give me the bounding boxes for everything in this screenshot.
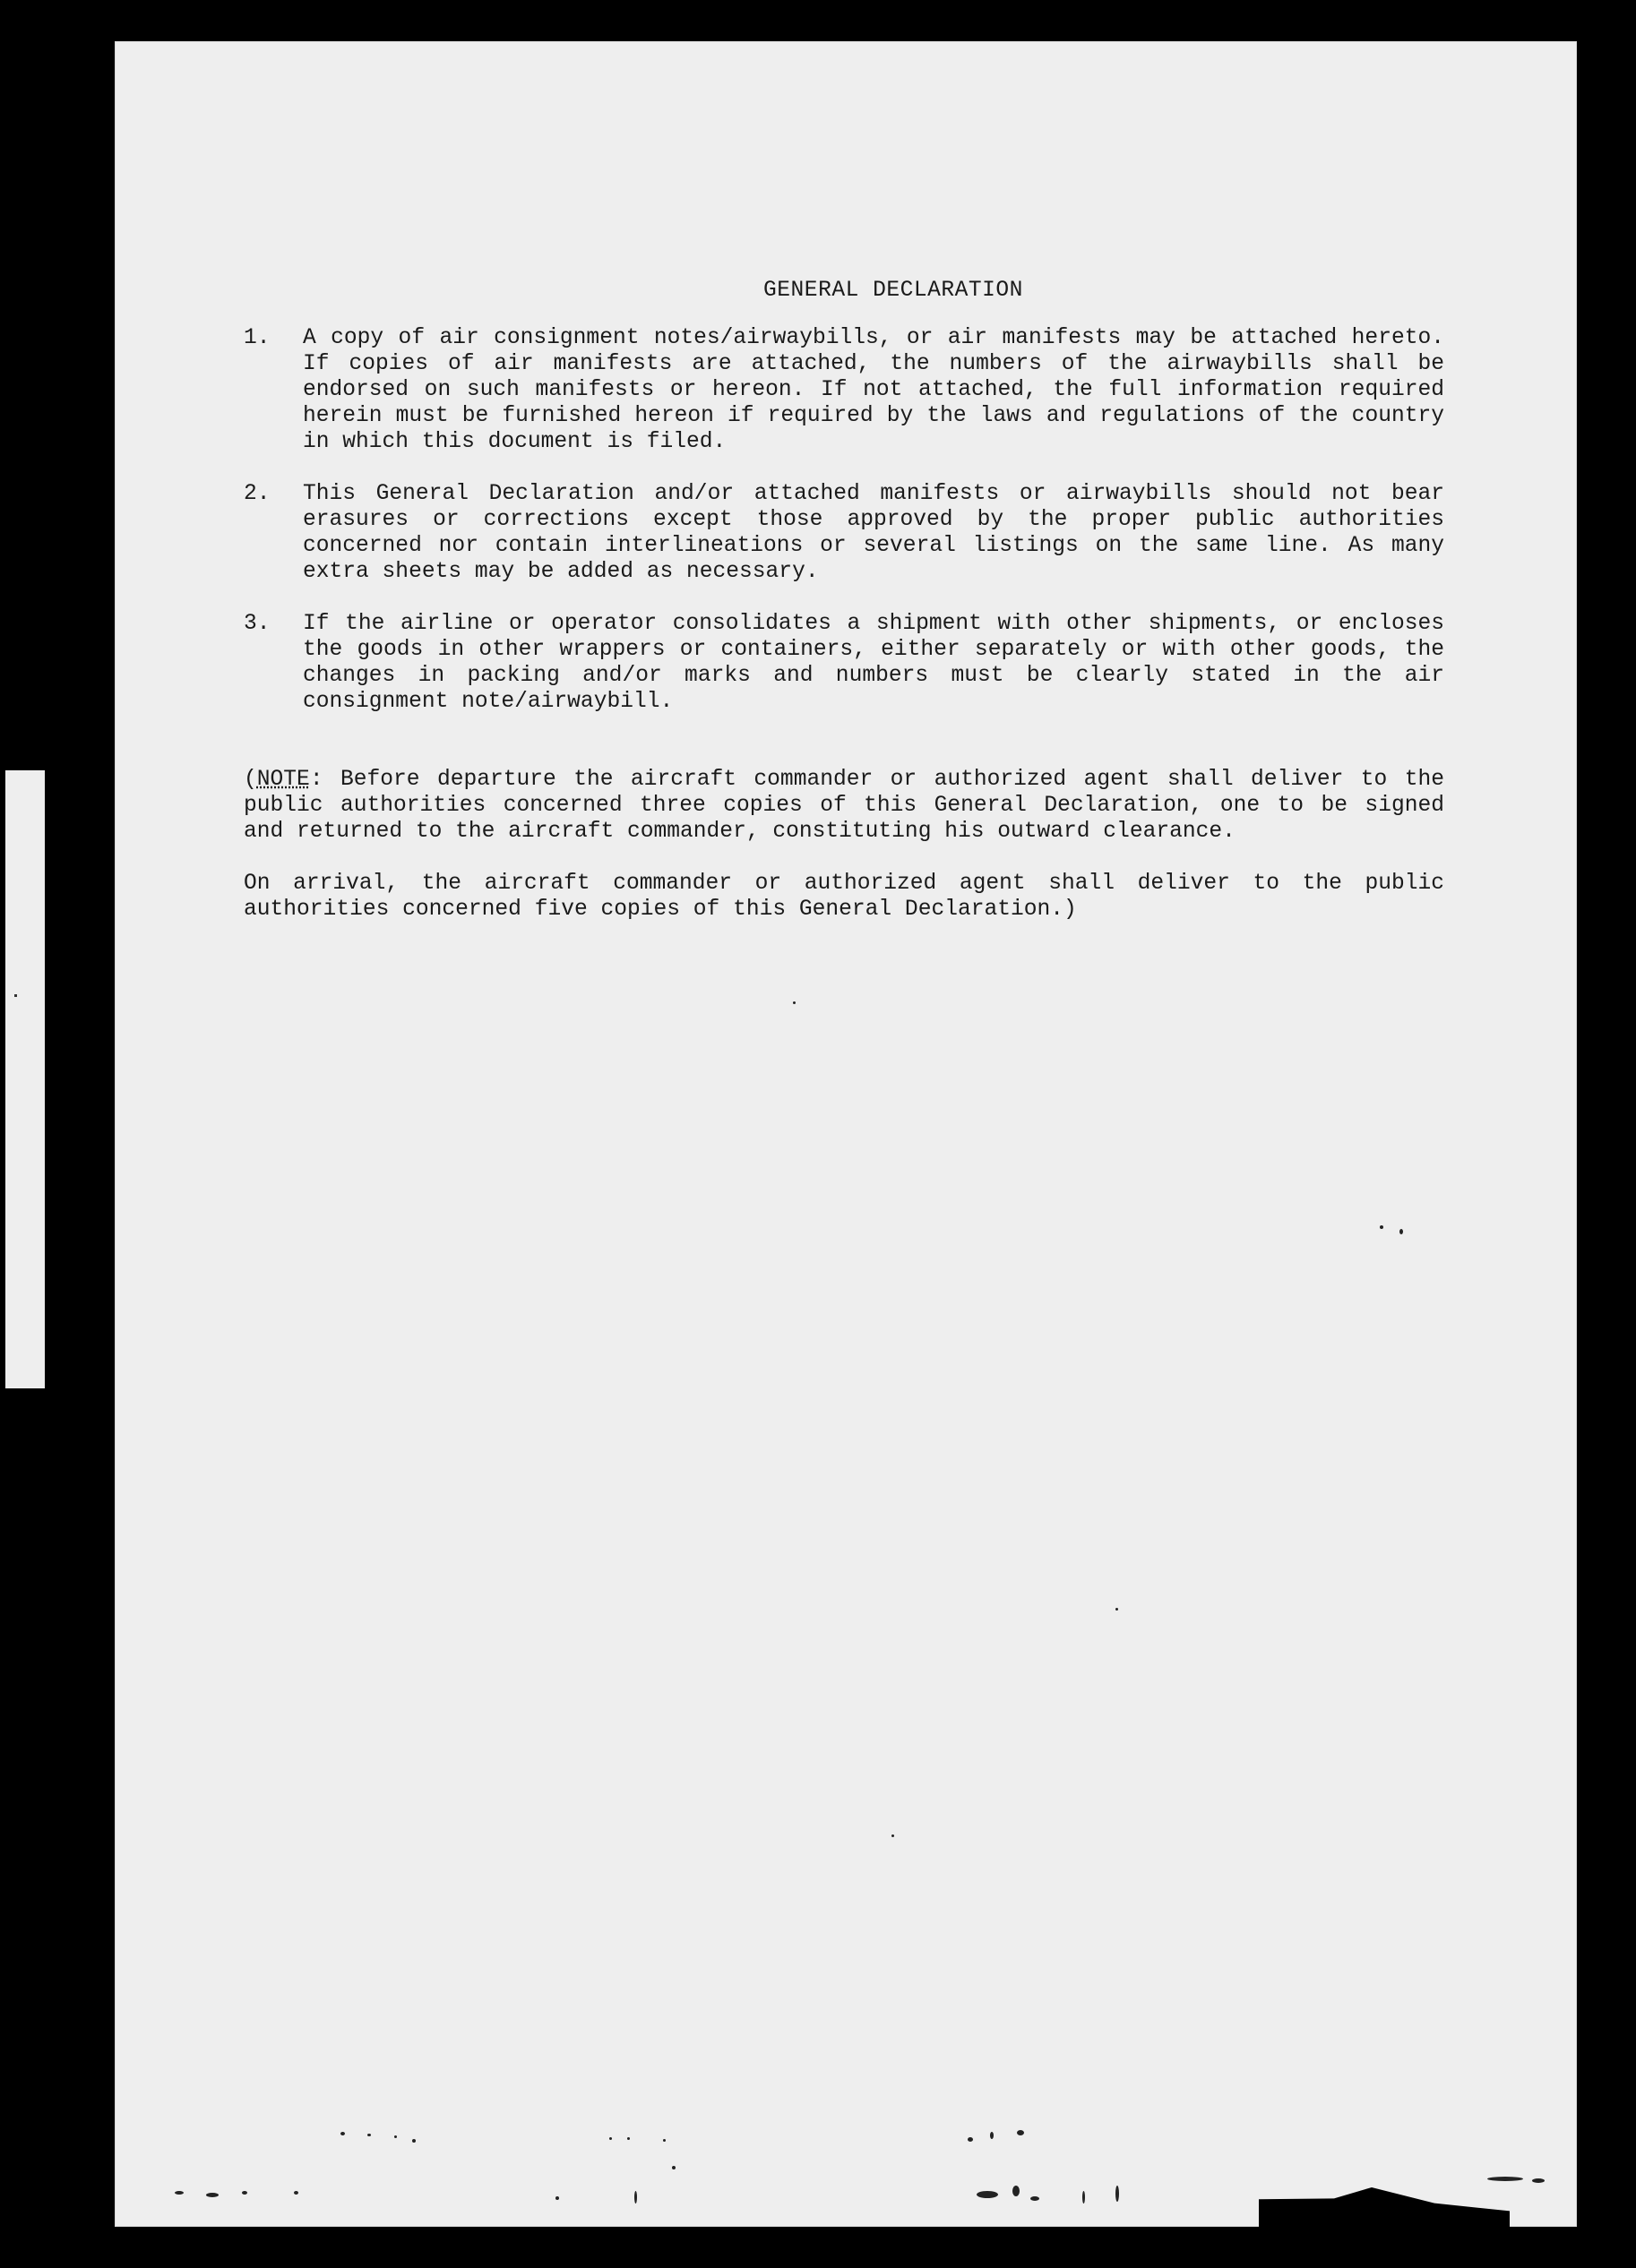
speck — [1115, 1608, 1118, 1611]
document-body — [244, 278, 1444, 923]
speck — [294, 2191, 298, 2195]
speck — [412, 2139, 416, 2143]
speck — [555, 2196, 559, 2200]
item-text: A copy of air consignment notes/airwaybills, or air manifests may be attached hereto. If copies of air manifests are attached, the numbers of the airwaybills shall be endorsed on such manifests or hereon. If not attached, the full information required herein must be furnished hereon if required by the laws and regulations of the country in which this document is filed. — [303, 326, 1444, 454]
speck — [367, 2134, 371, 2136]
speck — [1380, 1225, 1383, 1229]
item-number: 2. — [244, 482, 271, 506]
note-colon: : — [309, 768, 323, 792]
speck — [627, 2137, 630, 2140]
note-open-paren: ( — [244, 768, 257, 792]
speck — [1487, 2177, 1523, 2181]
arrival-paragraph: On arrival, the aircraft commander or authorized agent shall deliver to the public authorities concerned five copies of this General Declaration.) — [244, 872, 1444, 922]
speck — [977, 2191, 998, 2198]
speck — [891, 1834, 894, 1837]
speck — [968, 2137, 973, 2142]
item-number: 1. — [244, 326, 271, 350]
speck — [1012, 2186, 1020, 2196]
speck — [175, 2191, 184, 2195]
note-text: Before departure the aircraft commander or authorized agent shall deliver to the public authorities concerned three copies of this General Declaration, one to be signed and returned to the aircraft commander, constituting his outward clearance. — [244, 768, 1444, 844]
note-label: NOTE — [256, 768, 310, 792]
list-item — [244, 325, 1444, 455]
speck — [1017, 2130, 1024, 2135]
note-paragraph — [244, 767, 1444, 845]
speck — [663, 2139, 666, 2142]
item-number: 3. — [244, 612, 271, 636]
speck — [394, 2135, 397, 2138]
speck — [990, 2132, 994, 2139]
speck — [1030, 2196, 1039, 2201]
side-strip — [5, 770, 45, 1388]
speck — [340, 2132, 345, 2135]
speck — [609, 2137, 612, 2140]
speck — [793, 1001, 796, 1004]
speck — [242, 2191, 247, 2195]
speck — [672, 2166, 676, 2169]
item-text: If the airline or operator consolidates a shipment with other shipments, or encloses the goods in other wrappers or containers, either separately or with other goods, the changes in packing and/or marks and numbers must be clearly stated in the air consignment note/airwaybill. — [303, 612, 1444, 714]
speck — [1532, 2178, 1545, 2183]
document-title: GENERAL DECLARATION — [763, 279, 1023, 303]
speck — [206, 2193, 219, 2197]
speck — [634, 2191, 637, 2204]
item-text: This General Declaration and/or attached manifests or airwaybills should not bear erasures or corrections except those approved by the proper public authorities concerned nor contain interlineations or several listings on the same line. As many extra sheets may be added as necessary. — [303, 482, 1444, 584]
speck — [1115, 2186, 1119, 2202]
speck — [1082, 2191, 1085, 2204]
list-item — [244, 481, 1444, 585]
list-item — [244, 611, 1444, 715]
speck — [1399, 1229, 1403, 1234]
speck — [14, 994, 17, 997]
